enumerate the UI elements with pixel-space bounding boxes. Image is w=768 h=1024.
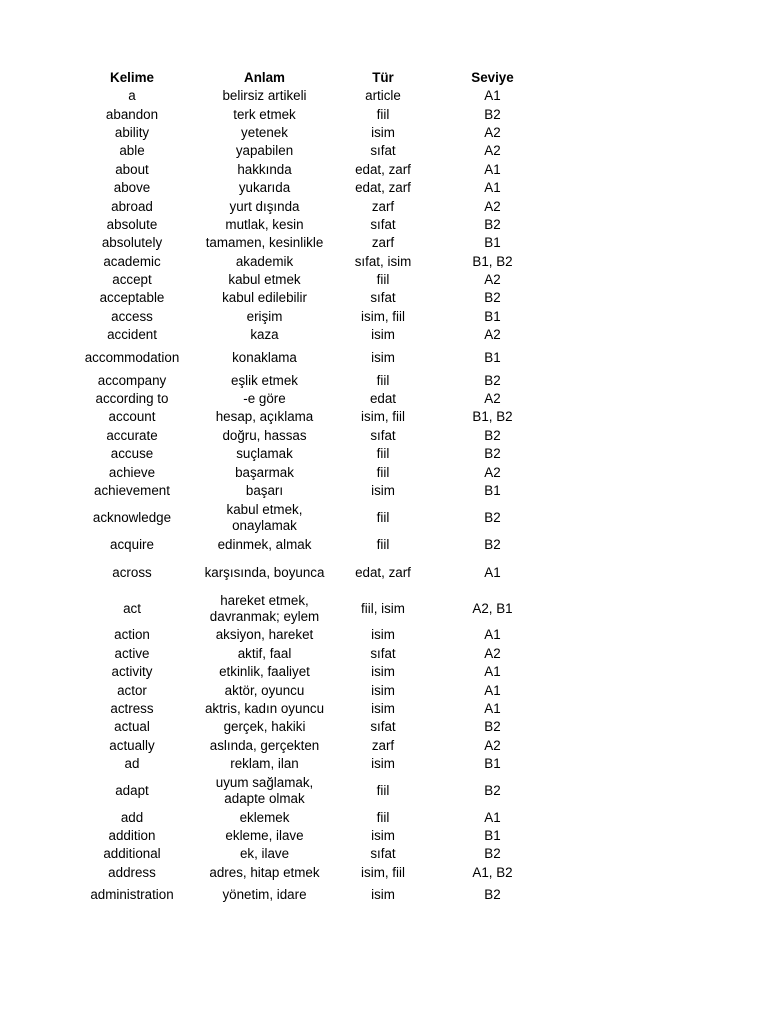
type-cell: fiil <box>376 464 390 480</box>
table-row <box>66 535 550 554</box>
type-cell: isim <box>371 887 395 903</box>
meaning-cell: hareket etmek, davranmak; eylem <box>209 592 320 624</box>
type-cell: sıfat <box>370 290 396 306</box>
level-cell: B2 <box>484 290 501 306</box>
word-cell: addition <box>108 827 156 843</box>
meaning-cell: kabul etmek, onaylamak <box>226 501 303 533</box>
word-cell: active <box>114 645 150 661</box>
table-row <box>66 445 550 463</box>
word-cell: a <box>128 88 136 104</box>
word-cell: ability <box>114 124 150 140</box>
level-cell: B2 <box>484 719 501 735</box>
word-cell: actress <box>110 700 154 716</box>
meaning-cell: kabul edilebilir <box>222 290 307 306</box>
word-cell: achieve <box>108 464 156 480</box>
header-anlam: Anlam <box>244 70 285 85</box>
level-cell: B1 <box>484 235 501 251</box>
level-cell: A2 <box>484 737 501 753</box>
level-cell: B1 <box>484 308 501 324</box>
type-cell: fiil <box>376 809 390 825</box>
type-cell: fiil <box>376 782 390 798</box>
word-cell: actually <box>109 737 155 753</box>
table-row <box>66 591 550 626</box>
table-row <box>66 124 550 142</box>
meaning-cell: ekleme, ilave <box>225 827 304 843</box>
table-row <box>66 755 550 773</box>
table-row <box>66 179 550 197</box>
type-cell: fiil, isim <box>361 600 405 616</box>
table-row <box>66 271 550 289</box>
type-cell: edat, zarf <box>355 161 411 177</box>
type-cell: isim <box>371 349 395 365</box>
word-cell: ad <box>124 756 140 772</box>
meaning-cell: hesap, açıklama <box>215 409 314 425</box>
word-cell: add <box>120 809 144 825</box>
level-cell: B2 <box>484 782 501 798</box>
header-kelime: Kelime <box>110 70 154 85</box>
meaning-cell: aktör, oyuncu <box>224 682 305 698</box>
meaning-cell: suçlamak <box>236 446 293 462</box>
meaning-cell: yapabilen <box>235 143 294 159</box>
table-row <box>66 864 550 882</box>
word-cell: accompany <box>97 372 167 388</box>
level-cell: A2 <box>484 143 501 159</box>
level-cell: A1 <box>484 700 501 716</box>
type-cell: isim <box>371 483 395 498</box>
table-row <box>66 234 550 252</box>
word-cell: according to <box>95 391 169 407</box>
word-cell: accurate <box>106 427 158 443</box>
level-cell: B1 <box>484 349 501 365</box>
meaning-cell: doğru, hassas <box>222 427 307 443</box>
word-cell: abandon <box>105 106 159 122</box>
level-cell: B2 <box>484 427 501 443</box>
table-row <box>66 482 550 500</box>
type-cell: isim, fiil <box>361 864 405 880</box>
level-cell: B2 <box>484 846 501 862</box>
header-seviye: Seviye <box>471 70 514 85</box>
level-cell: A1 <box>484 809 501 825</box>
table-row <box>66 882 550 909</box>
table-row <box>66 427 550 445</box>
type-cell: zarf <box>371 737 395 753</box>
level-cell: B2 <box>484 106 501 122</box>
level-cell: B2 <box>484 372 501 388</box>
word-cell: actual <box>114 719 150 735</box>
meaning-cell: eşlik etmek <box>231 372 298 388</box>
level-cell: B2 <box>484 536 501 552</box>
meaning-cell: ek, ilave <box>239 846 290 862</box>
table-row <box>66 663 550 681</box>
word-cell: act <box>123 600 141 616</box>
type-cell: edat, zarf <box>355 564 411 580</box>
meaning-cell: reklam, ilan <box>230 756 299 772</box>
type-cell: sıfat, isim <box>354 253 412 269</box>
word-cell: able <box>119 143 145 159</box>
table-row <box>66 681 550 699</box>
table-row <box>66 500 550 535</box>
table-row <box>66 197 550 215</box>
meaning-cell: uyum sağlamak, adapte olmak <box>215 774 314 806</box>
table-row <box>66 773 550 808</box>
type-cell: edat <box>369 391 397 407</box>
meaning-cell: akademik <box>235 253 294 269</box>
type-cell: sıfat <box>370 846 396 862</box>
level-cell: A2 <box>484 645 501 661</box>
word-cell: accuse <box>110 446 154 462</box>
meaning-cell: konaklama <box>232 349 297 365</box>
type-cell: sıfat <box>370 645 396 661</box>
meaning-cell: eklemek <box>239 809 290 825</box>
type-cell: edat, zarf <box>355 180 411 196</box>
vocabulary-table <box>66 69 550 909</box>
meaning-cell: tamamen, kesinlikle <box>205 235 324 251</box>
level-cell: A2 <box>484 198 501 214</box>
word-cell: absolute <box>106 216 158 232</box>
type-cell: isim <box>371 124 395 140</box>
meaning-cell: aktris, kadın oyuncu <box>204 700 325 716</box>
level-cell: A2, B1 <box>472 600 513 616</box>
level-cell: A2 <box>484 391 501 407</box>
word-cell: achievement <box>94 483 170 498</box>
table-row <box>66 142 550 160</box>
meaning-cell: aslında, gerçekten <box>209 737 320 753</box>
word-cell: action <box>114 627 150 643</box>
word-cell: acceptable <box>99 290 165 306</box>
level-cell: A1, B2 <box>472 864 513 880</box>
word-cell: abroad <box>111 198 153 214</box>
meaning-cell: karşısında, boyunca <box>204 564 325 580</box>
meaning-cell: başarı <box>245 483 284 498</box>
meaning-cell: aksiyon, hareket <box>215 627 314 643</box>
type-cell: isim <box>371 327 395 343</box>
level-cell: B2 <box>484 887 501 903</box>
table-row <box>66 645 550 663</box>
table-row <box>66 161 550 179</box>
meaning-cell: belirsiz artikeli <box>222 88 307 104</box>
table-row <box>66 737 550 755</box>
type-cell: fiil <box>376 509 390 525</box>
word-cell: activity <box>111 664 153 680</box>
type-cell: fiil <box>376 272 390 288</box>
level-cell: B1, B2 <box>472 409 513 425</box>
table-row <box>66 308 550 326</box>
meaning-cell: adres, hitap etmek <box>209 864 320 880</box>
word-cell: account <box>108 409 156 425</box>
meaning-cell: terk etmek <box>233 106 296 122</box>
word-cell: address <box>108 864 156 880</box>
meaning-cell: erişim <box>246 308 283 324</box>
word-cell: actor <box>117 682 147 698</box>
level-cell: B1, B2 <box>472 253 513 269</box>
table-row <box>66 105 550 123</box>
table-row <box>66 626 550 644</box>
type-cell: isim, fiil <box>361 409 405 425</box>
type-cell: sıfat <box>370 143 396 159</box>
type-cell: isim <box>371 664 395 680</box>
word-cell: acknowledge <box>92 509 172 525</box>
table-row <box>66 845 550 863</box>
level-cell: A1 <box>484 664 501 680</box>
type-cell: sıfat <box>370 719 396 735</box>
type-cell: isim <box>371 756 395 772</box>
type-cell: zarf <box>371 198 395 214</box>
table-row <box>66 827 550 845</box>
word-cell: additional <box>103 846 161 862</box>
word-cell: acquire <box>110 536 154 552</box>
level-cell: B2 <box>484 216 501 232</box>
word-cell: across <box>112 564 152 580</box>
table-row <box>66 463 550 481</box>
level-cell: A1 <box>484 88 501 104</box>
level-cell: B1 <box>484 756 501 772</box>
meaning-cell: yetenek <box>241 124 288 140</box>
meaning-cell: gerçek, hakiki <box>223 719 306 735</box>
word-cell: absolutely <box>101 235 163 251</box>
type-cell: article <box>365 88 401 104</box>
meaning-cell: başarmak <box>235 464 294 480</box>
level-cell: B2 <box>484 446 501 462</box>
level-cell: A2 <box>484 272 501 288</box>
table-row <box>66 408 550 426</box>
meaning-cell: hakkında <box>237 161 292 177</box>
type-cell: fiil <box>376 106 390 122</box>
table-row <box>66 371 550 389</box>
table-row <box>66 390 550 408</box>
level-cell: A1 <box>484 564 501 580</box>
meaning-cell: kaza <box>250 327 279 343</box>
meaning-cell: aktif, faal <box>237 645 292 661</box>
meaning-cell: etkinlik, faaliyet <box>219 664 310 680</box>
word-cell: access <box>111 308 153 324</box>
meaning-cell: mutlak, kesin <box>225 216 304 232</box>
type-cell: isim <box>371 827 395 843</box>
table-row <box>66 700 550 718</box>
table-row <box>66 718 550 736</box>
level-cell: A2 <box>484 464 501 480</box>
type-cell: sıfat <box>370 427 396 443</box>
table-row <box>66 554 550 591</box>
word-cell: above <box>113 180 151 196</box>
type-cell: isim <box>371 682 395 698</box>
type-cell: isim <box>371 627 395 643</box>
word-cell: accommodation <box>84 349 180 365</box>
vocabulary-sheet <box>0 69 768 909</box>
table-row <box>66 87 550 105</box>
meaning-cell: yurt dışında <box>229 198 300 214</box>
word-cell: accident <box>107 327 157 343</box>
type-cell: zarf <box>371 235 395 251</box>
level-cell: A1 <box>484 161 501 177</box>
meaning-cell: kabul etmek <box>228 272 301 288</box>
level-cell: B1 <box>484 827 501 843</box>
table-row <box>66 216 550 234</box>
type-cell: fiil <box>376 446 390 462</box>
level-cell: A2 <box>484 124 501 140</box>
header-row <box>66 69 550 87</box>
meaning-cell: edinmek, almak <box>217 536 312 552</box>
meaning-cell: yönetim, idare <box>222 887 307 903</box>
level-cell: A1 <box>484 627 501 643</box>
table-row <box>66 253 550 271</box>
type-cell: isim, fiil <box>361 308 405 324</box>
type-cell: fiil <box>376 372 390 388</box>
level-cell: A1 <box>484 180 501 196</box>
meaning-cell: -e göre <box>243 391 286 407</box>
table-row <box>66 344 550 371</box>
type-cell: sıfat <box>370 216 396 232</box>
word-cell: about <box>115 161 149 177</box>
table-row <box>66 289 550 307</box>
level-cell: A1 <box>484 682 501 698</box>
table-row <box>66 808 550 826</box>
word-cell: adapt <box>115 782 149 798</box>
word-cell: administration <box>90 887 174 903</box>
type-cell: fiil <box>376 536 390 552</box>
type-cell: isim <box>371 700 395 716</box>
word-cell: accept <box>112 272 152 288</box>
level-cell: A2 <box>484 327 501 343</box>
header-tur: Tür <box>372 70 394 85</box>
table-row <box>66 326 550 344</box>
word-cell: academic <box>103 253 161 269</box>
level-cell: B2 <box>484 509 501 525</box>
level-cell: B1 <box>484 483 501 498</box>
meaning-cell: yukarıda <box>238 180 291 196</box>
